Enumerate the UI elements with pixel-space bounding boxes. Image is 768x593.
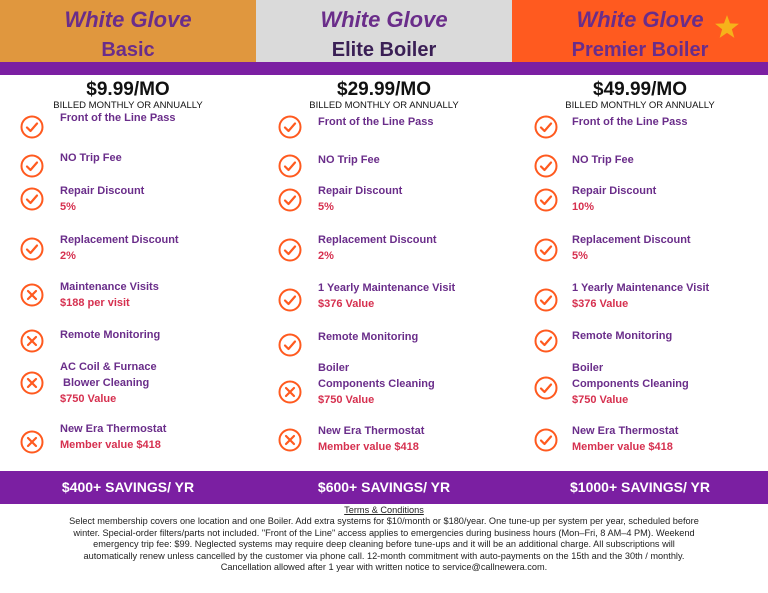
- feature-label: New Era Thermostat: [60, 423, 167, 435]
- plan-header-premier: [512, 0, 768, 62]
- check-circle-icon: [278, 154, 302, 178]
- check-circle-icon: [534, 238, 558, 262]
- check-circle-icon: [278, 115, 302, 139]
- feature-value: $376 Value: [572, 298, 629, 310]
- feature-item: [572, 328, 672, 344]
- check-circle-icon: [20, 187, 44, 211]
- plan-title-line2: Elite Boiler: [331, 39, 437, 61]
- feature-value: 2%: [60, 250, 76, 262]
- feature-value: 5%: [60, 201, 76, 213]
- feature-item: [572, 360, 689, 408]
- savings-elite: $600+ SAVINGS/ YR: [317, 479, 451, 495]
- terms-line: Cancellation allowed after 1 year with written notice to service@callnewera.com.: [220, 562, 548, 573]
- check-circle-icon: [278, 333, 302, 357]
- plan-header-basic: [0, 0, 256, 62]
- feature-label-line2: Components Cleaning: [572, 378, 689, 390]
- savings-premier: $1000+ SAVINGS/ YR: [570, 479, 710, 495]
- feature-item: [318, 183, 402, 215]
- feature-label: Repair Discount: [572, 185, 657, 197]
- feature-label: Repair Discount: [318, 185, 403, 197]
- feature-label: Replacement Discount: [60, 234, 179, 246]
- terms-title: Terms & Conditions: [344, 505, 424, 515]
- plan-price: $29.99/MO: [337, 79, 431, 100]
- billing-note: BILLED MONTHLY OR ANNUALLY: [309, 100, 459, 111]
- feature-item: [318, 232, 437, 264]
- x-circle-icon: [278, 380, 302, 404]
- feature-item: [318, 360, 435, 408]
- feature-value: Member value $418: [60, 439, 161, 451]
- feature-label: Boiler: [318, 362, 350, 374]
- feature-label: AC Coil & Furnace: [60, 361, 157, 373]
- feature-item: [572, 183, 656, 215]
- feature-label: Front of the Line Pass: [572, 116, 688, 128]
- check-circle-icon: [278, 188, 302, 212]
- feature-item: [60, 232, 179, 264]
- plan-column-premier: [512, 75, 768, 471]
- plan-title-line1: White Glove: [576, 7, 704, 32]
- feature-label: Front of the Line Pass: [318, 116, 434, 128]
- check-circle-icon: [534, 115, 558, 139]
- check-circle-icon: [20, 154, 44, 178]
- feature-label: Front of the Line Pass: [60, 112, 176, 124]
- feature-item: [318, 152, 380, 168]
- feature-value: 5%: [572, 250, 588, 262]
- check-circle-icon: [534, 329, 558, 353]
- feature-item: [318, 280, 455, 312]
- x-circle-icon: [20, 371, 44, 395]
- feature-label-line2: Blower Cleaning: [60, 377, 150, 389]
- feature-item: [572, 423, 678, 455]
- check-circle-icon: [534, 376, 558, 400]
- check-circle-icon: [534, 288, 558, 312]
- feature-item: [318, 114, 434, 130]
- feature-value: 5%: [318, 201, 334, 213]
- feature-label: Replacement Discount: [318, 234, 437, 246]
- feature-label: Replacement Discount: [572, 234, 691, 246]
- billing-note: BILLED MONTHLY OR ANNUALLY: [53, 100, 203, 111]
- plan-price: $49.99/MO: [593, 79, 687, 100]
- check-circle-icon: [534, 428, 558, 452]
- feature-label: 1 Yearly Maintenance Visit: [318, 282, 456, 294]
- plan-title-line1: White Glove: [64, 7, 192, 32]
- feature-item: [572, 280, 709, 312]
- feature-label-line2: Components Cleaning: [318, 378, 435, 390]
- feature-label: Remote Monitoring: [572, 330, 673, 342]
- feature-item: [60, 110, 176, 126]
- x-circle-icon: [278, 428, 302, 452]
- feature-value: $750 Value: [572, 394, 629, 406]
- feature-item: [60, 421, 166, 453]
- plan-title-line1: White Glove: [320, 7, 448, 32]
- top-divider-bar: [0, 62, 768, 75]
- terms-line: Select membership covers one location and one Boiler. Add extra systems for $10/month or $180/year. One tune-up per system per year, scheduled before: [69, 516, 699, 527]
- plan-title-line2: Premier Boiler: [571, 39, 709, 61]
- feature-value: $750 Value: [60, 393, 117, 405]
- check-circle-icon: [534, 154, 558, 178]
- check-circle-icon: [20, 115, 44, 139]
- feature-item: [60, 327, 160, 343]
- check-circle-icon: [534, 188, 558, 212]
- feature-label: Remote Monitoring: [60, 329, 161, 341]
- terms-line: automatically renew unless cancelled by the customer via phone call. 12-month commitment with auto-payments on the 15th and the 30th / monthly.: [83, 550, 685, 561]
- feature-value: 10%: [572, 201, 595, 213]
- feature-item: [60, 279, 159, 311]
- feature-label: Boiler: [572, 362, 604, 374]
- terms-line: winter. Special-order filters/parts not included. "Front of the Line" access applies to emergencies during business hours (Mon–Fri, 8 AM–4 PM). Weekend: [73, 527, 695, 538]
- feature-item: [572, 152, 634, 168]
- check-circle-icon: [278, 238, 302, 262]
- star-icon: [714, 14, 740, 40]
- feature-label: Maintenance Visits: [60, 281, 159, 293]
- feature-label: NO Trip Fee: [572, 154, 634, 166]
- feature-value: $188 per visit: [60, 297, 130, 309]
- feature-label: NO Trip Fee: [60, 152, 122, 164]
- terms-section: [0, 505, 768, 573]
- feature-item: [318, 423, 424, 455]
- feature-item: [60, 150, 122, 166]
- feature-label: Repair Discount: [60, 185, 145, 197]
- feature-label: New Era Thermostat: [572, 425, 679, 437]
- feature-item: [60, 183, 144, 215]
- feature-value: Member value $418: [318, 441, 419, 453]
- x-circle-icon: [20, 430, 44, 454]
- feature-item: [572, 114, 688, 130]
- check-circle-icon: [278, 288, 302, 312]
- plan-column-basic: [0, 75, 256, 471]
- feature-label: Remote Monitoring: [318, 331, 419, 343]
- feature-value: Member value $418: [572, 441, 673, 453]
- feature-value: $750 Value: [318, 394, 375, 406]
- feature-item: [318, 329, 418, 345]
- savings-bar: [0, 471, 768, 504]
- terms-line: emergency trip fee: $99. Neglected systems may require deep cleaning before tune-ups and it will be an additional charge. All subscriptions will: [93, 539, 675, 550]
- feature-item: [60, 359, 157, 407]
- feature-item: [572, 232, 691, 264]
- x-circle-icon: [20, 283, 44, 307]
- plan-price: $9.99/MO: [86, 79, 170, 100]
- feature-label: 1 Yearly Maintenance Visit: [572, 282, 710, 294]
- feature-value: 2%: [318, 250, 334, 262]
- plan-column-elite: [256, 75, 512, 471]
- feature-label: NO Trip Fee: [318, 154, 380, 166]
- plan-title-line2: Basic: [101, 39, 155, 61]
- billing-note: BILLED MONTHLY OR ANNUALLY: [565, 100, 715, 111]
- x-circle-icon: [20, 329, 44, 353]
- plan-header-elite: [256, 0, 512, 62]
- savings-basic: $400+ SAVINGS/ YR: [61, 479, 195, 495]
- feature-label: New Era Thermostat: [318, 425, 425, 437]
- feature-value: $376 Value: [318, 298, 375, 310]
- check-circle-icon: [20, 237, 44, 261]
